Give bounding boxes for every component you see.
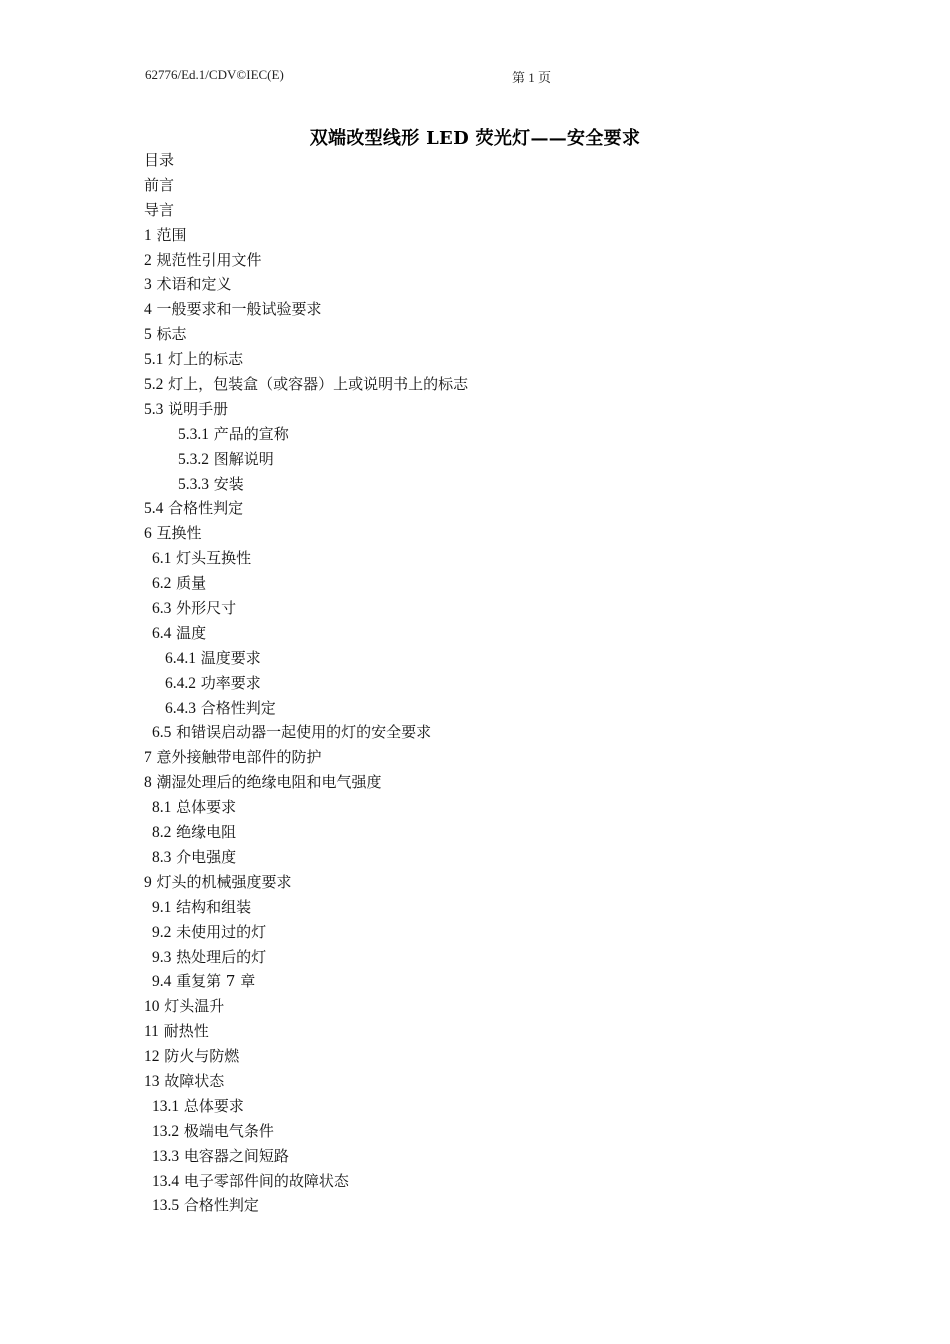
- toc-entry-number: 6.4.3: [165, 699, 196, 717]
- toc-entry-title: 合格性判定: [183, 1196, 259, 1215]
- toc-entry-title: 灯上的标志: [168, 350, 244, 369]
- toc-entry-number: 5.3.1: [178, 425, 209, 443]
- toc-entry-title: 一般要求和一般试验要求: [156, 300, 322, 319]
- toc-entry-number: 13.4: [152, 1172, 180, 1190]
- toc-entry-number: 5.3.3: [178, 475, 209, 493]
- toc-entry-number: 9: [144, 873, 152, 891]
- toc-entry-title: 灯头的机械强度要求: [156, 872, 292, 891]
- toc-entry: [144, 770, 824, 795]
- toc-entry: [144, 1044, 824, 1069]
- toc-entry: [144, 1094, 824, 1119]
- toc-entry: [144, 920, 824, 945]
- toc-entry: [144, 820, 824, 845]
- toc-entry-number: 3: [144, 276, 152, 294]
- toc-entry: [144, 422, 824, 447]
- toc-entry-number: 9.1: [152, 898, 172, 916]
- toc-entry-number: 13.3: [152, 1147, 180, 1165]
- toc-entry-number: 4: [144, 301, 152, 319]
- toc-entry: [144, 347, 824, 372]
- toc-entry-title: 范围: [156, 225, 187, 244]
- toc-entry-title: 总体要求: [183, 1096, 244, 1115]
- toc-entry-number: 6.1: [152, 550, 172, 568]
- toc-entry-number: 11: [144, 1023, 159, 1041]
- toc-entry-number: 8: [144, 774, 152, 792]
- toc-entry: [144, 1169, 824, 1194]
- toc-entry-number: 10: [144, 998, 160, 1016]
- toc-entry: [144, 696, 824, 721]
- toc-entry-number: 6.4.1: [165, 649, 196, 667]
- toc-entry-title: 质量: [176, 574, 207, 593]
- toc-entry-title: 目录: [144, 151, 175, 169]
- toc-entry: [144, 870, 824, 895]
- toc-entry: [144, 223, 824, 248]
- toc-entry-title: 未使用过的灯: [176, 922, 267, 941]
- toc-entry-title: 潮湿处理后的绝缘电阻和电气强度: [156, 773, 382, 792]
- toc-entry-title: 温度: [176, 623, 207, 642]
- toc-entry-number: 7: [144, 749, 152, 767]
- toc-entry-number: 5.4: [144, 500, 164, 518]
- toc-entry-title: 故障状态: [164, 1071, 225, 1090]
- toc-entry-number: 1: [144, 226, 152, 244]
- toc-entry: [144, 1119, 824, 1144]
- toc-entry: [144, 1193, 824, 1218]
- toc-entry-title: 灯头温升: [164, 997, 225, 1016]
- toc-entry: [144, 322, 824, 347]
- toc-entry-title: 灯头互换性: [176, 549, 252, 568]
- toc-entry-title: 热处理后的灯: [176, 947, 267, 966]
- toc-entry-title: 安装: [213, 474, 244, 493]
- toc-entry-number: 2: [144, 251, 152, 269]
- toc-entry: [144, 173, 824, 198]
- toc-entry-number: 9.2: [152, 923, 172, 941]
- toc-entry: [144, 845, 824, 870]
- toc-entry-title: 总体要求: [176, 798, 237, 817]
- toc-entry-number: 8.2: [152, 824, 172, 842]
- toc-entry: [144, 521, 824, 546]
- toc-entry-number: 13.2: [152, 1122, 180, 1140]
- toc-entry-title: 术语和定义: [156, 275, 232, 294]
- toc-entry: [144, 148, 824, 173]
- toc-entry-title: 合格性判定: [200, 698, 276, 717]
- toc-entry-number: 6.4.2: [165, 674, 196, 692]
- toc-entry-number: 6.4: [152, 624, 172, 642]
- toc-entry: [144, 895, 824, 920]
- toc-entry: [144, 596, 824, 621]
- toc-entry-number: 5.3.2: [178, 450, 209, 468]
- toc-entry: [144, 546, 824, 571]
- toc-entry-title: 标志: [156, 325, 187, 344]
- toc-entry-title: 重复第 7 章: [176, 972, 256, 991]
- toc-entry: [144, 372, 824, 397]
- toc-entry-number: 8.1: [152, 799, 172, 817]
- toc-entry-title: 电子零部件间的故障状态: [183, 1171, 349, 1190]
- toc-entry-title: 外形尺寸: [176, 599, 237, 618]
- toc-entry-title: 耐热性: [163, 1022, 209, 1041]
- toc-entry-title: 电容器之间短路: [183, 1146, 289, 1165]
- toc-entry-title: 结构和组装: [176, 897, 252, 916]
- toc-entry: [144, 720, 824, 745]
- toc-entry-number: 6.3: [152, 600, 172, 618]
- toc-entry: [144, 447, 824, 472]
- toc-entry: [144, 945, 824, 970]
- toc-entry-number: 6: [144, 525, 152, 543]
- table-of-contents: [144, 148, 824, 1218]
- toc-entry-number: 8.3: [152, 848, 172, 866]
- toc-entry-title: 互换性: [156, 524, 202, 543]
- toc-entry-title: 极端电气条件: [183, 1121, 274, 1140]
- toc-entry-title: 产品的宣称: [213, 424, 289, 443]
- toc-entry-number: 5.1: [144, 351, 164, 369]
- toc-entry: [144, 994, 824, 1019]
- toc-entry-title: 前言: [144, 175, 175, 194]
- toc-entry: [144, 969, 824, 994]
- toc-entry-number: 6.2: [152, 575, 172, 593]
- toc-entry: [144, 1019, 824, 1044]
- toc-entry-number: 5: [144, 326, 152, 344]
- toc-entry: [144, 646, 824, 671]
- page-number: 第 1 页: [512, 70, 552, 85]
- toc-entry-title: 灯上，包装盒（或容器）上或说明书上的标志: [168, 375, 469, 394]
- toc-entry: [144, 496, 824, 521]
- toc-entry: [144, 1069, 824, 1094]
- toc-entry: [144, 1144, 824, 1169]
- toc-entry-number: 13.1: [152, 1097, 180, 1115]
- toc-entry-title: 防火与防燃: [164, 1047, 240, 1066]
- toc-entry: [144, 248, 824, 273]
- toc-entry-title: 温度要求: [200, 648, 261, 667]
- toc-entry-title: 绝缘电阻: [176, 823, 237, 842]
- toc-entry-title: 导言: [144, 200, 175, 219]
- toc-entry-number: 9.4: [152, 973, 172, 991]
- toc-entry: [144, 621, 824, 646]
- toc-entry-number: 5.3: [144, 400, 164, 418]
- toc-entry: [144, 745, 824, 770]
- toc-entry: [144, 397, 824, 422]
- toc-entry-number: 12: [144, 1048, 160, 1066]
- toc-entry-title: 说明手册: [168, 399, 229, 418]
- document-id: 62776/Ed.1/CDV©IEC(E): [145, 67, 284, 82]
- toc-entry-title: 功率要求: [200, 673, 261, 692]
- toc-entry-title: 和错误启动器一起使用的灯的安全要求: [176, 723, 432, 742]
- toc-entry: [144, 297, 824, 322]
- toc-entry-title: 介电强度: [176, 847, 237, 866]
- toc-entry-number: 13: [144, 1072, 160, 1090]
- toc-entry-number: 13.5: [152, 1197, 180, 1215]
- toc-entry: [144, 472, 824, 497]
- toc-entry: [144, 571, 824, 596]
- toc-entry-title: 图解说明: [213, 449, 274, 468]
- toc-entry: [144, 671, 824, 696]
- toc-entry-title: 规范性引用文件: [156, 250, 262, 269]
- document-title: 双端改型线形 LED 荧光灯——安全要求: [309, 128, 641, 149]
- toc-entry: [144, 198, 824, 223]
- toc-entry-number: 6.5: [152, 724, 172, 742]
- toc-entry: [144, 272, 824, 297]
- toc-entry-title: 合格性判定: [168, 499, 244, 518]
- toc-entry-number: 5.2: [144, 376, 164, 394]
- toc-entry: [144, 795, 824, 820]
- toc-entry-number: 9.3: [152, 948, 172, 966]
- toc-entry-title: 意外接触带电部件的防护: [156, 748, 322, 767]
